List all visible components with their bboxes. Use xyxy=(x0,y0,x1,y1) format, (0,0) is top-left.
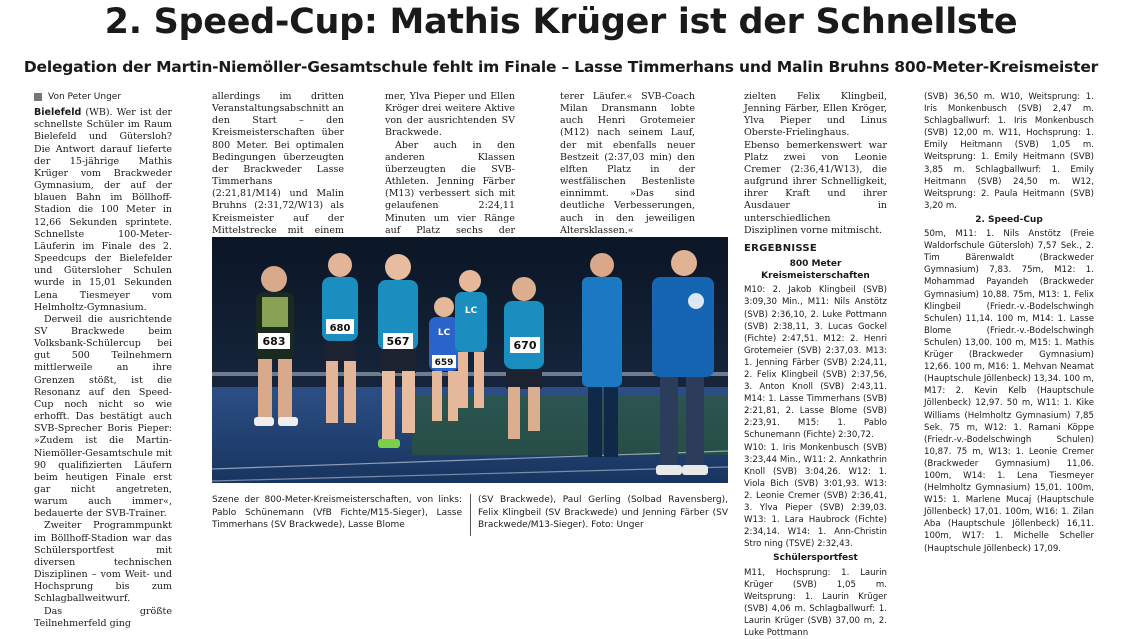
bib-number: 680 xyxy=(329,323,351,334)
byline xyxy=(34,91,172,103)
paragraph: Das größte Teilnehmerfeld ging xyxy=(34,605,172,629)
results-text: W10: 1. Iris Monkenbusch (SVB) 3:23,44 Min., W11: 2. Annkathrin Knoll (SVB) 3:04,26. W12: 1. Viola Bich (SVB) 3:01,93. W13: 2. Leonie Cremer (SVB) 2:36,41, 3. Ylva Pieper (SVB) 2:39,03. W13: 1. Lara Haubrock (Fichte) 2:34,14. W14: 1. Ann-Christin Stro ning (TSVE) 2:32,43. xyxy=(744,442,887,550)
race-photo xyxy=(212,237,728,483)
results-subheading: 2. Speed-Cup xyxy=(975,214,1043,225)
lead-paragraph: (WB). Wer ist der schnellste Schüler im Raum Bielefeld und Gütersloh? Die Antwort darauf lieferte der 15-jährige Mathis Krüger vom Brackweder Gymnasium, der auf der blauen Bahn im Böllhoff-Stadion die 100 Meter in 12,66 Sekunden sprintete. Schnellste 100-Meter-Läuferin im Finale des 2. Speedcups der Bielefelder und Gütersloher Schulen wurde in 15,01 Sekunden Lena Tiesmeyer vom Helmholtz-Gymnasium. xyxy=(34,107,172,313)
paragraph: Derweil die ausrichtende SV Brackwede beim Volksbank-Schülercup bei gut 500 Teilnehmern mittlerweile an ihre Grenzen stößt, ist die Resonanz auf den Speed-Cup noch nicht so wie erhofft. Das bestätigt auch SVB-Sprecher Boris Pieper: »Zudem ist die Martin-Niemöller-Gesamtschule mit 90 qualifizierten Läufern beim heutigen Finale erst gar nicht angetreten, warum auch immer«, bedauerte der SVB-Trainer. xyxy=(34,313,172,520)
bib-number: 670 xyxy=(513,339,537,352)
article-column-4 xyxy=(560,91,695,236)
caption-text: (SV Brackwede), Paul Gerling (Solbad Ravensberg), Felix Klingbeil (SV Brackwede) und Jenning Färber (SV Brackwede/M13-Sieger). xyxy=(478,495,728,530)
article-column-3 xyxy=(385,91,515,236)
byline-marker-icon xyxy=(34,93,42,101)
paragraph: zielten Felix Klingbeil, Jenning Färber, Ellen Kröger, Ylva Pieper und Linus Oberste-Frielinghaus. Ebenso bemerkenswert war Platz zwei von Leonie Cremer (2:36,41/W13), die aufgrund ihrer Schnelligkeit, ihrer Kraft und ihrer Ausdauer in unterschiedlichen Disziplinen vorne mitmischt. xyxy=(744,91,887,236)
dateline: Bielefeld xyxy=(34,107,82,119)
subheadline: Delegation der Martin-Niemöller-Gesamtschule fehlt im Finale – Lasse Timmerhans und Malin Bruhns 800-Meter-Kreismeister xyxy=(23,58,1099,76)
shirt-text: LC xyxy=(437,328,451,338)
author: Von Peter Unger xyxy=(48,92,122,102)
caption-divider xyxy=(470,494,471,536)
photo-caption: Szene der 800-Meter-Kreismeisterschaften, von links: Pablo Schünemann (VfB Fichte/M15-Sieger), Lasse Timmerhans (SV Brackwede), Lasse Blome xyxy=(212,495,462,530)
results-subheading: 800 Meter Kreismeisterschaften xyxy=(761,259,870,282)
article-column-1 xyxy=(34,91,172,629)
paragraph: Zweiter Programmpunkt im Böllhoff-Stadion war das Schülersportfest mit diversen technischen Disziplinen – vom Weit- und Hochsprung bis zum Schlagballweitwurf. xyxy=(34,520,172,605)
results-subheading: Schülersportfest xyxy=(773,553,858,564)
paragraph: mer, Ylva Pieper und Ellen Kröger drei weitere Aktive von der ausrichtenden SV Brackwede. xyxy=(385,91,515,139)
headline: 2. Speed-Cup: Mathis Krüger ist der Schnellste xyxy=(104,2,1018,42)
race-photo-illustration xyxy=(212,237,728,483)
bib-number: 683 xyxy=(262,335,286,348)
article-column-6 xyxy=(924,91,1094,554)
paragraph: allerdings im dritten Veranstaltungsabschnitt an den Start – den Kreismeisterschaften über 800 Meter. Bei optimalen Bedingungen überzeugten der Brackweder Lasse Timmerhans (2:21,81/M14) und Malin Bruhns (2:31,72/W13) als Kreismeister auf der Mittelstrecke mit einem xyxy=(212,91,344,236)
results-text: 50m, M11: 1. Nils Anstötz (Freie Waldorfschule Gütersloh) 7,57 Sek., 2. Tim Bärenwaldt (Brackweder Gymnasium) 7,83. 75m, M12: 1. Mohammad Payandeh (Brackweder Gymnasium) 10,88. 75m, M13: 1. Felix Klingbeil (Friedr.-v.-Bodelschwingh Schulen) 11,14. 100 m, M14: 1. Lasse Blome (Friedr.-v.-Bodelschwingh Schulen) 13,00. 100 m, M15: 1. Mathis Krüger (Brackweder Gymnasium) 12,66. 100 m, M16: 1. Mehvan Neamat (Hauptschule Jöllenbeck) 13,34. 100 m, M17: 2. Kevin Kelb (Hauptschule Jöllenbeck) 12,97. 50 m, W11: 1. Kike Williams (Helmholtz Gymnasium) 7,85 Sek. 75 m, W12: 1. Ramani Köppe (Friedr.-v.-Bodelschwingh Schulen) 10,87. 75 m, W13: 1. Leonie Cremer (Brackweder Gymnasium) 11,06. 100m, W14: 1. Lena Tiesmeyer (Helmholtz Gymnasium) 15,01. 100m, W15: 1. Marlene Mucaj (Hauptschule Jöllenbeck) 17,01. 100m, W16: 1. Zilan Aba (Hauptschule Jöllenbeck) 16,11. 100m, W17: 1. Michelle Scheller (Hauptschule Jöllenbeck) 17,09. xyxy=(924,229,1094,554)
coach xyxy=(582,253,622,457)
results-text: (SVB) 36,50 m. W10, Weitsprung: 1. Iris Monkenbusch (SVB) 2,47 m. Schlagballwurf: 1. Iris Monkenbusch (SVB) 12,00 m. W11, Hochsprung: 1. Emily Heitmann (SVB) 1,05 m. Weitsprung: 1. Emily Heitmann (SVB) 3,85 m. Schlagballwurf: 1. Emily Heitmann (SVB) 24,50 m. W12, Weitsprung: 2. Paula Heitmann (SVB) 3,20 m. xyxy=(924,92,1094,211)
bib-number: 567 xyxy=(386,335,410,348)
shirt-text: LC xyxy=(464,306,478,316)
paragraph: Aber auch in den anderen Klassen überzeugten die SVB-Athleten. Jenning Färber (M13) verbessert sich mit gelaufenen 2:24,11 Minuten um vier Ränge auf Platz sechs der xyxy=(385,139,515,236)
results-text: M10: 2. Jakob Klingbeil (SVB) 3:09,30 Min., M11: Nils Anstötz (SVB) 2:36,10, 2. Luke Pottmann (SVB) 2:38,11, 3. Lucas Gockel (Fichte) 2:47,51. M12: 2. Henri Grotemeier (SVB) 2:37,03. M13: 1. Jenning Färber (SVB) 2:24,11, 2. Felix Klingbeil (SVB) 2:37,56, 3. Anton Knoll (SVB) 2:43,11. M14: 1. Lasse Timmerhans (SVB) 2:21,81, 2. Lasse Blome (SVB) 2:23,91. M15: 1. Pablo Schunemann (Fichte) 2:30,72. xyxy=(744,285,887,441)
bib-number: 659 xyxy=(434,358,454,368)
article-column-2 xyxy=(212,91,344,236)
photo-caption-continued xyxy=(478,494,728,532)
paragraph: terer Läufer.« SVB-Coach Milan Dransmann lobte auch Henri Grotemeier (M12) nach seinem Lauf, der mit ebenfalls neuer Bestzeit (2:37,03 min) den elften Platz in der westfälischen Bestenliste einnimmt. »Das sind deutliche Verbesserungen, auch in den jeweiligen Altersklassen.« xyxy=(560,91,695,236)
photo-credit: Foto: Unger xyxy=(591,520,644,530)
article-column-5 xyxy=(744,91,887,639)
results-text: M11, Hochsprung: 1. Laurin Krüger (SVB) 1,05 m. Weitsprung: 1. Laurin Krüger (SVB) 4,06 m. Schlagballwurf: 1. Laurin Krüger (SVB) 37,00 m, 2. Luke Pottmann xyxy=(744,567,887,639)
results-heading: ERGEBNISSE xyxy=(744,242,818,254)
